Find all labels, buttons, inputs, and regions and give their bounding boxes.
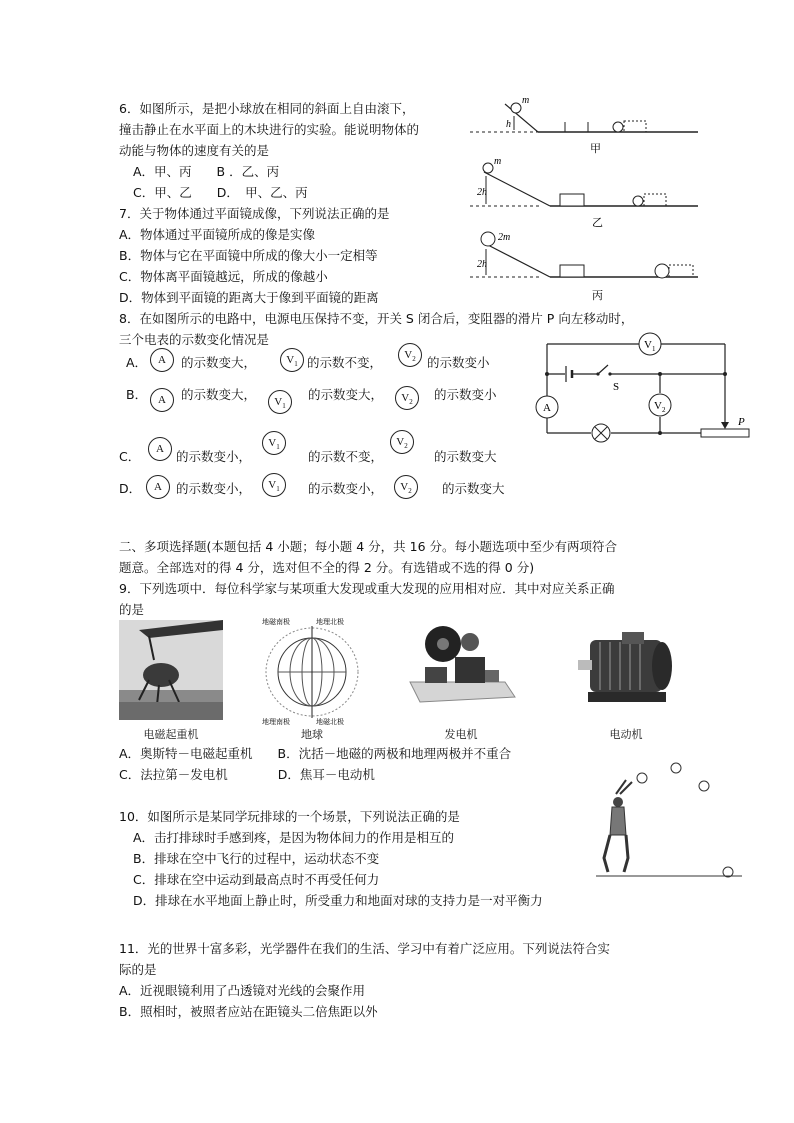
voltmeter-v2-symbol: $V_2$ [390,430,414,454]
q8-option-b-text3: 的示数变小 [434,387,497,402]
electromagnetic-crane-image [119,620,223,720]
mass-label-bing: 2m [498,232,511,243]
q6-line2: 撞击静止在水平面上的木块进行的实验。能说明物体的 [119,122,420,137]
q8-line1: 8．在如图所示的电路中，电源电压保持不变，开关 S 闭合后，变阻器的滑片 P 向左移动时， [119,311,634,326]
q6-line3: 动能与物体的速度有关的是 [119,143,270,158]
label-bing: 丙 [592,290,603,302]
height-label-bing: 2h [477,259,487,270]
height-label-jia: h [506,119,511,130]
block-yi [560,194,584,206]
ball-icon [699,781,709,791]
q7-option-b: B．物体与它在平面镜中所成的像大小一定相等 [119,248,378,263]
q8-option-b-text1: 的示数变大， [181,387,257,402]
caption-crane: 电磁起重机 [143,728,199,741]
slider-label: P [738,416,745,428]
q9-line2: 的是 [119,602,145,617]
mass-label-yi: m [494,156,502,167]
circuit-ammeter-letter: A [543,402,551,414]
q8-option-b-label: B． [126,387,148,402]
ball-jia [511,103,521,113]
earth-label-south-geographic: 地理南极 [262,718,290,726]
ball-yi [483,163,493,173]
q8-option-d-label: D． [119,481,142,496]
q6-figure [470,94,702,306]
caption-generator: 发电机 [444,728,478,741]
q9-line1: 9．下列选项中．每位科学家与某项重大发现或重大发现的应用相对应．其中对应关系正确 [119,581,615,596]
q8-option-d-text1: 的示数变小， [176,481,252,496]
q10-option-a: A．击打排球时手感到疼，是因为物体间力的作用是相互的 [133,830,455,845]
q8-option-a-text2: 的示数不变， [307,355,383,370]
circuit-v2-index: 2 [662,406,666,414]
voltmeter-v1-symbol: $V_1$ [268,390,292,414]
ball-icon [637,773,647,783]
generator-image [405,622,517,712]
voltmeter-v2-symbol: $V_2$ [394,475,418,499]
voltmeter-v1-symbol: $V_1$ [262,431,286,455]
q8-option-a-text3: 的示数变小 [427,355,490,370]
block-jia [624,121,646,132]
earth-label-north-magnetic: 地磁北极 [316,718,344,726]
height-label-yi: 2h [477,187,487,198]
q8-circuit-diagram [535,330,755,445]
ammeter-symbol: A [150,348,174,372]
rheostat-icon [701,429,749,437]
caption-motor: 电动机 [609,728,643,741]
voltmeter-v2-symbol: $V_2$ [395,386,419,410]
earth-label-north-geographic: 地理北极 [316,618,344,626]
voltmeter-v1-symbol: $V_1$ [280,348,304,372]
q8-option-c-label: C． [119,449,141,464]
q11-option-b: B．照相时，被照者应站在距镜头二倍焦距以外 [119,1004,378,1019]
q11-option-a: A．近视眼镜利用了凸透镜对光线的会聚作用 [119,983,366,998]
q8-option-d-text2: 的示数变小， [308,481,384,496]
q10-option-d: D．排球在水平地面上静止时，所受重力和地面对球的支持力是一对平衡力 [133,893,543,908]
q10-option-b: B．排球在空中飞行的过程中，运动状态不变 [133,851,380,866]
q8-option-d-text3: 的示数变大 [442,481,505,496]
ammeter-symbol: A [150,388,174,412]
electric-motor-image [570,630,682,708]
q8-option-c-text3: 的示数变大 [434,449,497,464]
q8-option-c-text1: 的示数变小， [176,449,252,464]
q9-options-ab: A．奥斯特－电磁起重机 B．沈括－地磁的两极和地理两极并不重合 [119,746,512,761]
circuit-v2-letter: V [654,400,662,412]
q8-option-a-text1: 的示数变大， [181,355,257,370]
q10-option-c: C．排球在空中运动到最高点时不再受任何力 [133,872,380,887]
earth-magnetic-field-image [262,616,362,726]
q7-option-d: D．物体到平面镜的距离大于像到平面镜的距离 [119,290,379,305]
circuit-v1-letter: V [644,339,652,351]
earth-label-south-magnetic: 地磁南极 [262,618,290,626]
block-bing [560,265,584,277]
q10-stem: 10．如图所示是某同学玩排球的一个场景，下列说法正确的是 [119,809,460,824]
voltmeter-v1-symbol: $V_1$ [262,473,286,497]
figure-jia [470,95,698,155]
q9-options-cd: C．法拉第－发电机 D．焦耳－电动机 [119,767,375,782]
section2-line1: 二、多项选择题(本题包括 4 小题；每小题 4 分，共 16 分。每小题选项中至少有两项符合 [119,539,618,554]
q7-option-c: C．物体离平面镜越远，所成的像越小 [119,269,328,284]
q8-line2: 三个电表的示数变化情况是 [119,332,270,347]
label-jia: 甲 [590,143,601,155]
q7-stem: 7．关于物体通过平面镜成像，下列说法正确的是 [119,206,390,221]
ammeter-symbol: A [148,437,172,461]
ammeter-symbol: A [146,475,170,499]
volleyball-player-figure [596,760,742,882]
q6-line1: 6．如图所示，是把小球放在相同的斜面上自由滚下， [119,101,415,116]
caption-earth: 地球 [301,728,323,741]
q6-options-cd: C．甲、乙 D． 甲、乙、丙 [133,185,308,200]
label-yi: 乙 [592,217,603,229]
q11-line1: 11．光的世界十富多彩，光学器件在我们的生活、学习中有着广泛应用。下列说法符合实 [119,941,610,956]
q6-options-ab: A．甲、丙 B ．乙、丙 [133,164,280,179]
figure-bing [470,232,698,302]
voltmeter-v2-symbol: $V_2$ [398,343,422,367]
mass-label-jia: m [522,95,530,106]
circuit-v1-index: 1 [652,345,656,353]
q7-option-a: A．物体通过平面镜所成的像是实像 [119,227,316,242]
q11-line2: 际的是 [119,962,157,977]
section2-line2: 题意。全部选对的得 4 分，选对但不全的得 2 分。有选错或不选的得 0 分) [119,560,535,575]
switch-label: S [613,381,620,393]
q8-option-c-text2: 的示数不变， [308,449,384,464]
ball-icon [671,763,681,773]
q8-option-a-label: A． [126,355,148,370]
ball-bing [481,232,495,246]
figure-yi [470,156,698,229]
q8-option-b-text2: 的示数变大， [308,387,384,402]
